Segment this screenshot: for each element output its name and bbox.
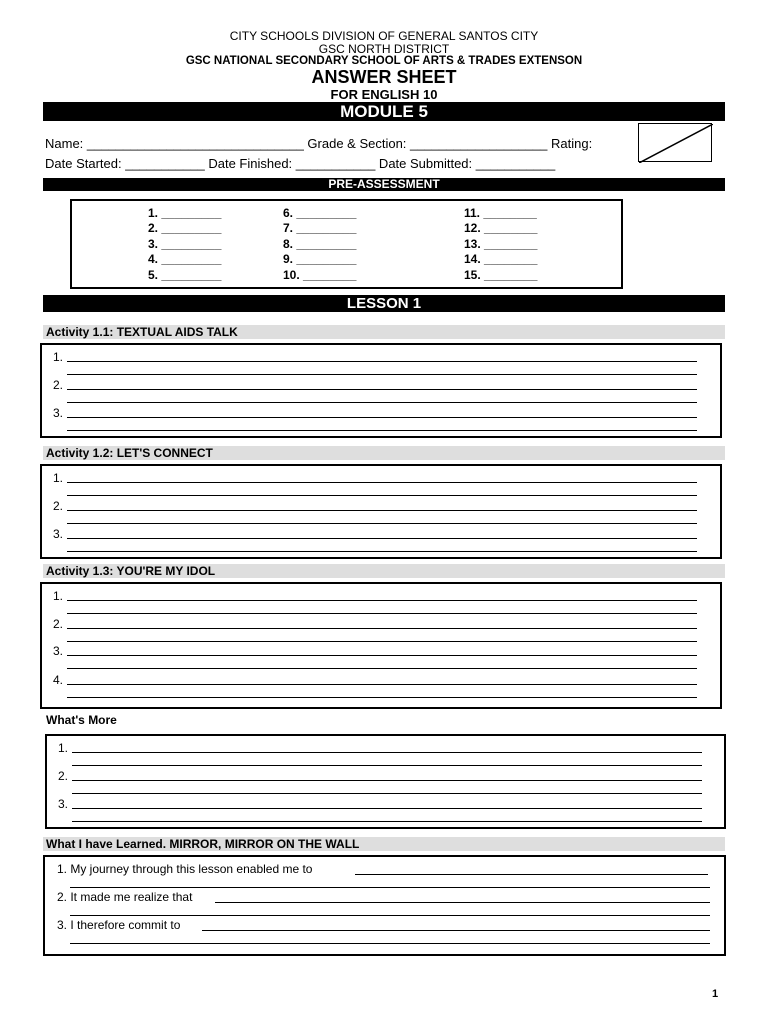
page-number: 1 bbox=[712, 988, 719, 1000]
item-number: 1. bbox=[58, 741, 69, 755]
info-row-dates: Date Started: ___________ Date Finished: ___________ Date Submitted: ___________ bbox=[45, 156, 556, 171]
pre-item[interactable]: 11. ________ bbox=[464, 206, 537, 220]
pre-item[interactable]: 2. _________ bbox=[148, 221, 222, 235]
answer-line[interactable] bbox=[67, 668, 697, 669]
pre-item[interactable]: 13. ________ bbox=[464, 237, 538, 251]
answer-line[interactable] bbox=[72, 793, 702, 794]
pre-item[interactable]: 3. _________ bbox=[148, 237, 222, 251]
answer-line[interactable] bbox=[72, 780, 702, 781]
district: GSC NORTH DISTRICT bbox=[318, 42, 450, 56]
activity-title: Activity 1.2: LET'S CONNECT bbox=[43, 446, 725, 460]
item-number: 2. bbox=[53, 378, 64, 392]
answer-line[interactable] bbox=[72, 808, 702, 809]
answer-line[interactable] bbox=[67, 628, 697, 629]
answer-line[interactable] bbox=[67, 389, 697, 390]
answer-line[interactable] bbox=[70, 887, 710, 888]
activity-title: Activity 1.1: TEXTUAL AIDS TALK bbox=[43, 325, 725, 339]
school-division: CITY SCHOOLS DIVISION OF GENERAL SANTOS CITY bbox=[229, 29, 539, 43]
answer-line[interactable] bbox=[67, 697, 697, 698]
answer-line[interactable] bbox=[72, 765, 702, 766]
item-number: 4. bbox=[53, 673, 64, 687]
answer-line[interactable] bbox=[67, 417, 697, 418]
answer-line[interactable] bbox=[67, 482, 697, 483]
lesson-banner: LESSON 1 bbox=[43, 295, 725, 312]
answer-line[interactable] bbox=[67, 374, 697, 375]
activity-title: What's More bbox=[43, 713, 725, 727]
answer-line[interactable] bbox=[72, 821, 702, 822]
answer-line[interactable] bbox=[67, 551, 697, 552]
whats-more-box bbox=[45, 734, 726, 829]
item-number: 2. bbox=[53, 499, 64, 513]
school-name: GSC NATIONAL SECONDARY SCHOOL OF ARTS & TRADES EXTENSON bbox=[185, 55, 583, 67]
item-number: 1. bbox=[53, 471, 64, 485]
answer-line[interactable] bbox=[67, 684, 697, 685]
activity-1-2-box bbox=[40, 464, 722, 559]
answer-line[interactable] bbox=[215, 902, 710, 903]
answer-line[interactable] bbox=[67, 402, 697, 403]
pre-item[interactable]: 14. ________ bbox=[464, 252, 538, 266]
answer-line[interactable] bbox=[67, 361, 697, 362]
info-row-name: Name: ______________________________ Grade & Section: ___________________ Rating: bbox=[45, 136, 593, 151]
answer-line[interactable] bbox=[67, 538, 697, 539]
pre-assessment-box bbox=[70, 199, 623, 289]
item-number: 3. bbox=[53, 644, 64, 658]
answer-line[interactable] bbox=[67, 613, 697, 614]
prompt-text: 2. It made me realize that bbox=[57, 890, 193, 904]
pre-item[interactable]: 5. _________ bbox=[148, 268, 222, 282]
item-number: 2. bbox=[53, 617, 64, 631]
pre-assessment-banner: PRE-ASSESSMENT bbox=[43, 178, 725, 191]
answer-line[interactable] bbox=[67, 430, 697, 431]
activity-1-1-box bbox=[40, 343, 722, 438]
rating-diagonal bbox=[639, 124, 713, 163]
pre-item[interactable]: 12. ________ bbox=[464, 221, 538, 235]
activity-title: What I have Learned. MIRROR, MIRROR ON THE WALL bbox=[43, 837, 725, 851]
item-number: 3. bbox=[58, 797, 69, 811]
answer-line[interactable] bbox=[72, 752, 702, 753]
pre-item[interactable]: 15. ________ bbox=[464, 268, 538, 282]
page-subtitle: FOR ENGLISH 10 bbox=[330, 87, 438, 102]
answer-line[interactable] bbox=[67, 641, 697, 642]
item-number: 2. bbox=[58, 769, 69, 783]
item-number: 3. bbox=[53, 527, 64, 541]
answer-line[interactable] bbox=[67, 523, 697, 524]
item-number: 3. bbox=[53, 406, 64, 420]
answer-line[interactable] bbox=[67, 600, 697, 601]
answer-line[interactable] bbox=[70, 915, 710, 916]
pre-item[interactable]: 8. _________ bbox=[283, 237, 357, 251]
answer-line[interactable] bbox=[67, 495, 697, 496]
module-banner: MODULE 5 bbox=[43, 102, 725, 121]
what-i-have-learned-box bbox=[43, 855, 726, 956]
activity-1-3-box bbox=[40, 582, 722, 709]
pre-item[interactable]: 7. _________ bbox=[283, 221, 357, 235]
answer-line[interactable] bbox=[67, 510, 697, 511]
prompt-text: 3. I therefore commit to bbox=[57, 918, 181, 932]
answer-line[interactable] bbox=[70, 943, 710, 944]
item-number: 1. bbox=[53, 350, 64, 364]
pre-item[interactable]: 9. _________ bbox=[283, 252, 357, 266]
rating-box[interactable] bbox=[638, 123, 712, 162]
activity-title: Activity 1.3: YOU'RE MY IDOL bbox=[43, 564, 725, 578]
answer-line[interactable] bbox=[202, 930, 710, 931]
pre-item[interactable]: 10. ________ bbox=[283, 268, 357, 282]
answer-line[interactable] bbox=[355, 874, 708, 875]
pre-item[interactable]: 6. _________ bbox=[283, 206, 357, 220]
page-title: ANSWER SHEET bbox=[311, 67, 457, 87]
pre-item[interactable]: 1. _________ bbox=[148, 206, 222, 220]
answer-line[interactable] bbox=[67, 655, 697, 656]
pre-item[interactable]: 4. _________ bbox=[148, 252, 222, 266]
prompt-text: 1. My journey through this lesson enabled me to bbox=[57, 862, 313, 876]
item-number: 1. bbox=[53, 589, 64, 603]
